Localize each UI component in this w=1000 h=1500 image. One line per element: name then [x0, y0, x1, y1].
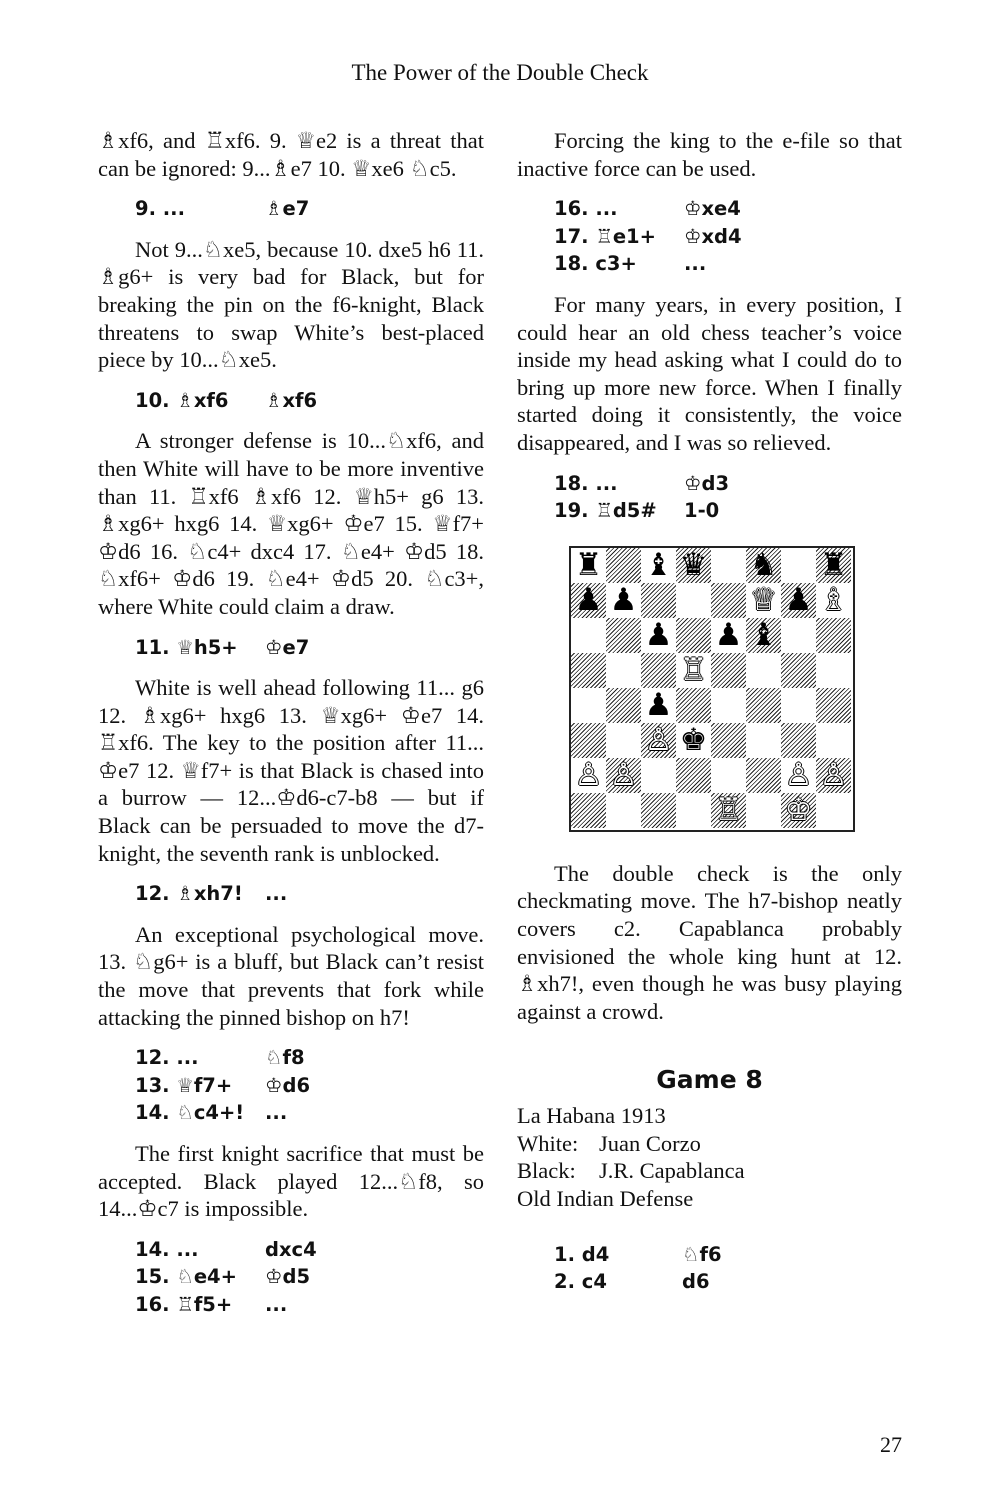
chess-piece-c6: ♟ [644, 616, 673, 653]
black-move: ♔d5 [265, 1265, 311, 1289]
board-square [816, 723, 851, 758]
board-square [781, 653, 816, 688]
board-square [746, 793, 781, 828]
chess-piece-d5: ♖ [679, 651, 708, 688]
chess-piece-h2: ♙ [819, 756, 848, 793]
black-player: J.R. Capablanca [599, 1158, 745, 1184]
white-move: 12. ♗xh7! [135, 882, 243, 906]
board-square [676, 583, 711, 618]
move-row [554, 1241, 902, 1269]
white-move: 10. ♗xf6 [135, 388, 229, 412]
chess-piece-h7: ♗ [819, 581, 848, 618]
chess-piece-d3: ♚ [679, 721, 708, 758]
white-move: 13. ♕f7+ [135, 1073, 233, 1097]
board-square [641, 583, 676, 618]
move-list [135, 880, 484, 908]
move-list [135, 1044, 484, 1127]
paragraph: Not 9...♘xe5, because 10. dxe5 h6 11. ♗g6+ is very bad for Black, but for breaking the pin on the f6-knight, Black threatens to swap White’s best-placed piece by 10...♘xe5. [98, 236, 484, 373]
chess-piece-a7: ♟ [574, 581, 603, 618]
chess-piece-g1: ♔ [784, 791, 813, 828]
black-move: ... [265, 882, 288, 906]
chess-piece-e6: ♟ [714, 616, 743, 653]
move-row [135, 195, 484, 223]
board-square [711, 583, 746, 618]
black-move: ... [684, 252, 707, 276]
move-row [554, 195, 902, 223]
paragraph: The double check is the only checkmating move. The h7-bishop neatly covers c2. Capablanca probably envisioned the whole king hunt at 12. ♗xh7!, even though he was busy playing against a crowd. [517, 860, 902, 1024]
move-row [135, 1099, 484, 1127]
board-square [816, 688, 851, 723]
board-square [676, 793, 711, 828]
board-square [711, 758, 746, 793]
chess-piece-f7: ♕ [749, 581, 778, 618]
move-list [135, 387, 484, 415]
white-move: 11. ♕h5+ [135, 635, 238, 659]
board-square [571, 723, 606, 758]
board-square [781, 548, 816, 583]
move-row [135, 1236, 484, 1264]
board-square [641, 653, 676, 688]
board-square [606, 793, 641, 828]
chess-piece-b7: ♟ [609, 581, 638, 618]
board-square [816, 653, 851, 688]
white-player: Juan Corzo [599, 1130, 701, 1156]
board-square [571, 653, 606, 688]
board-square [711, 548, 746, 583]
chess-piece-g7: ♟ [784, 581, 813, 618]
black-move: ♔d3 [684, 471, 730, 495]
page-number: 27 [880, 1432, 902, 1457]
board-square [746, 723, 781, 758]
board-square [606, 688, 641, 723]
board-square [676, 758, 711, 793]
black-move: ♘f6 [682, 1242, 722, 1266]
white-player-line [517, 1130, 902, 1158]
board-square [571, 793, 606, 828]
black-move: ... [265, 1292, 288, 1316]
move-list [554, 1241, 902, 1296]
paragraph: The first knight sacrifice that must be accepted. Black played 12...♘f8, so 14...♔c7 is impossible. [98, 1141, 484, 1222]
white-move: 1. d4 [554, 1242, 610, 1266]
black-move: d6 [682, 1270, 710, 1294]
board-square [746, 758, 781, 793]
chess-piece-a8: ♜ [574, 546, 603, 583]
paragraph: A stronger defense is 10...♘xf6, and then White will have to be more inventive than 11. ♖xf6 ♗xf6 12. ♕h5+ g6 13. ♗xg6+ hxg6 14. ♕xg6+ ♔e7 15. ♕f7+ ♔d6 16. ♘c4+ dxc4 17. ♘e4+ ♔d5 18. ♘xf6+ ♔d6 19. ♘e4+ ♔d5 20. ♘c3+, where White could claim a draw. [98, 428, 484, 619]
chess-diagram [569, 546, 855, 832]
white-move: 19. ♖d5# [554, 499, 657, 523]
paragraph: An exceptional psychological move. 13. ♘g6+ is a bluff, but Black can’t resist the move that prevents that fork while attacking the pinned bishop on h7! [98, 921, 484, 1030]
right-column [517, 127, 902, 1296]
board-square [606, 723, 641, 758]
move-list [554, 470, 902, 525]
chess-piece-a2: ♙ [574, 756, 603, 793]
white-move: 18. ... [554, 471, 618, 495]
event: La Habana 1913 [517, 1103, 666, 1129]
board-square [606, 548, 641, 583]
white-move: 17. ♖e1+ [554, 224, 656, 248]
board-square [676, 688, 711, 723]
move-row [135, 1291, 484, 1319]
move-row [554, 497, 902, 525]
board-square [711, 688, 746, 723]
board-square [711, 723, 746, 758]
board-square [641, 793, 676, 828]
board-square [641, 758, 676, 793]
black-move: ♔e7 [265, 635, 310, 659]
chess-piece-d8: ♛ [679, 546, 708, 583]
black-move: ♘f8 [265, 1046, 305, 1070]
chess-piece-c8: ♝ [644, 546, 673, 583]
white-move: 14. ♘c4+! [135, 1101, 245, 1125]
game-title: Game 8 [656, 1065, 763, 1095]
move-row [554, 223, 902, 251]
game-info [517, 1102, 902, 1212]
move-row [135, 387, 484, 415]
board-square [816, 793, 851, 828]
black-move: 1-0 [684, 499, 720, 523]
board-square [711, 653, 746, 688]
white-move: 14. ... [135, 1237, 199, 1261]
board-square [746, 688, 781, 723]
chess-piece-f8: ♞ [749, 546, 778, 583]
running-head: The Power of the Double Check [351, 60, 649, 85]
move-row [554, 1268, 902, 1296]
move-list [135, 634, 484, 662]
white-move: 16. ♖f5+ [135, 1292, 233, 1316]
paragraph: ♗xf6, and ♖xf6. 9. ♕e2 is a threat that can be ignored: 9...♗e7 10. ♕xe6 ♘c5. [98, 128, 484, 181]
chess-piece-f6: ♝ [749, 616, 778, 653]
move-row [135, 1044, 484, 1072]
chess-piece-h8: ♜ [819, 546, 848, 583]
chess-piece-b2: ♙ [609, 756, 638, 793]
board-square [571, 618, 606, 653]
white-move: 12. ... [135, 1046, 199, 1070]
white-move: 2. c4 [554, 1270, 607, 1294]
chess-piece-e1: ♖ [714, 791, 743, 828]
chess-piece-g2: ♙ [784, 756, 813, 793]
paragraph: White is well ahead following 11... g6 12. ♗xg6+ hxg6 13. ♕xg6+ ♔e7 14. ♖xf6. The key to the position after 11... ♔e7 12. ♕f7+ is that Black is chased into a burrow — 12...♔d6-c7-b8 — but if Black can be persuaded to move the d7-knight, the seventh rank is unblocked. [98, 675, 484, 866]
move-row [135, 1263, 484, 1291]
move-row [135, 1072, 484, 1100]
board-square [816, 618, 851, 653]
board-square [781, 618, 816, 653]
move-row [135, 634, 484, 662]
paragraph: Forcing the king to the e-file so that inactive force can be used. [517, 128, 902, 181]
move-row [554, 470, 902, 498]
move-row [135, 880, 484, 908]
black-move: dxc4 [265, 1237, 317, 1261]
black-move: ... [265, 1101, 288, 1125]
chess-piece-c4: ♟ [644, 686, 673, 723]
move-list [135, 195, 484, 223]
black-move: ♗e7 [265, 197, 310, 221]
board-square [571, 688, 606, 723]
white-move: 15. ♘e4+ [135, 1265, 237, 1289]
white-move: 16. ... [554, 197, 618, 221]
board-square [606, 653, 641, 688]
black-move: ♔xd4 [684, 224, 742, 248]
black-move: ♔d6 [265, 1073, 311, 1097]
black-player-line [517, 1157, 902, 1185]
white-label: White: [517, 1130, 579, 1156]
paragraph: For many years, in every position, I could hear an old chess teacher’s voice inside my head asking what I could do to bring up more new force. When I finally started doing it consistently, the voice disappeared, and I was so relieved. [517, 291, 902, 455]
white-move: 9. ... [135, 197, 185, 221]
chess-piece-c3: ♙ [644, 721, 673, 758]
move-list [135, 1236, 484, 1319]
board-square [781, 688, 816, 723]
move-row [554, 250, 902, 278]
board-square [676, 618, 711, 653]
black-move: ♗xf6 [265, 388, 318, 412]
left-column [98, 127, 484, 1319]
black-move: ♔xe4 [684, 197, 741, 221]
white-move: 18. c3+ [554, 252, 637, 276]
board-square [746, 653, 781, 688]
opening: Old Indian Defense [517, 1186, 694, 1212]
move-list [554, 195, 902, 278]
board-square [781, 723, 816, 758]
black-label: Black: [517, 1158, 576, 1184]
board-square [606, 618, 641, 653]
